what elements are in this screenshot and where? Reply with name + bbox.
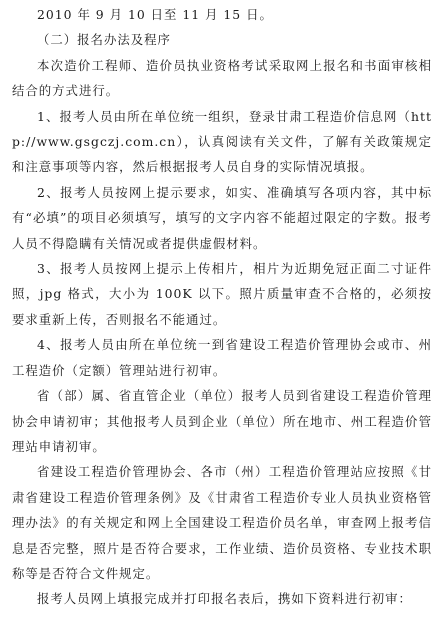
paragraph-step-4: 4、报考人员由所在单位统一到省建设工程造价管理协会或市、州工程造价（定额）管理站进行初审。	[12, 337, 432, 378]
paragraph-intro: 本次造价工程师、造价员执业资格考试采取网上报名和书面审核相结合的方式进行。	[12, 57, 432, 99]
paragraph-exam-dates: 2010 年 9 月 10 日至 11 月 15 日。	[37, 7, 273, 22]
paragraph-step-1: 1、报考人员由所在单位统一组织，登录甘肃工程造价信息网（http://www.gsgczj.com.cn），认真阅读有关文件，了解有关政策规定和注意事项等内容，然后根据报考人员自身的实际情况填报。	[12, 108, 432, 175]
paragraph-step-2: 2、报考人员按网上提示要求，如实、准确填写各项内容，其中标有“必填”的项目必须填写，填写的文字内容不能超过限定的字数。报考人员不得隐瞒有关情况或者提供虚假材料。	[12, 184, 432, 251]
paragraph-step-3: 3、报考人员按网上提示上传相片，相片为近期免冠正面二寸证件照，jpg 格式，大小为 100K 以下。照片质量审查不合格的，必须按要求重新上传，否则报名不能通过。	[12, 261, 432, 327]
section-heading-registration: （二）报名办法及程序	[37, 32, 171, 48]
paragraph-provincial-review: 省（部）属、省直管企业（单位）报考人员到省建设工程造价管理协会申请初审；其他报考人员到企业（单位）所在地市、州工程造价管理站申请初审。	[12, 388, 432, 454]
paragraph-review-criteria: 省建设工程造价管理协会、各市（州）工程造价管理站应按照《甘肃省建设工程造价管理条例》及《甘肃省工程造价专业人员执业资格管理办法》的有关规定和网上全国建设工程造价员名单，审查网上报考信息是否完整，照片是否符合要求，工作业绩、造价员资格、专业技术职称等是否符合文件规定。	[12, 464, 432, 581]
paragraph-materials-intro: 报考人员网上填报完成并打印报名表后，携如下资料进行初审：	[37, 591, 412, 607]
